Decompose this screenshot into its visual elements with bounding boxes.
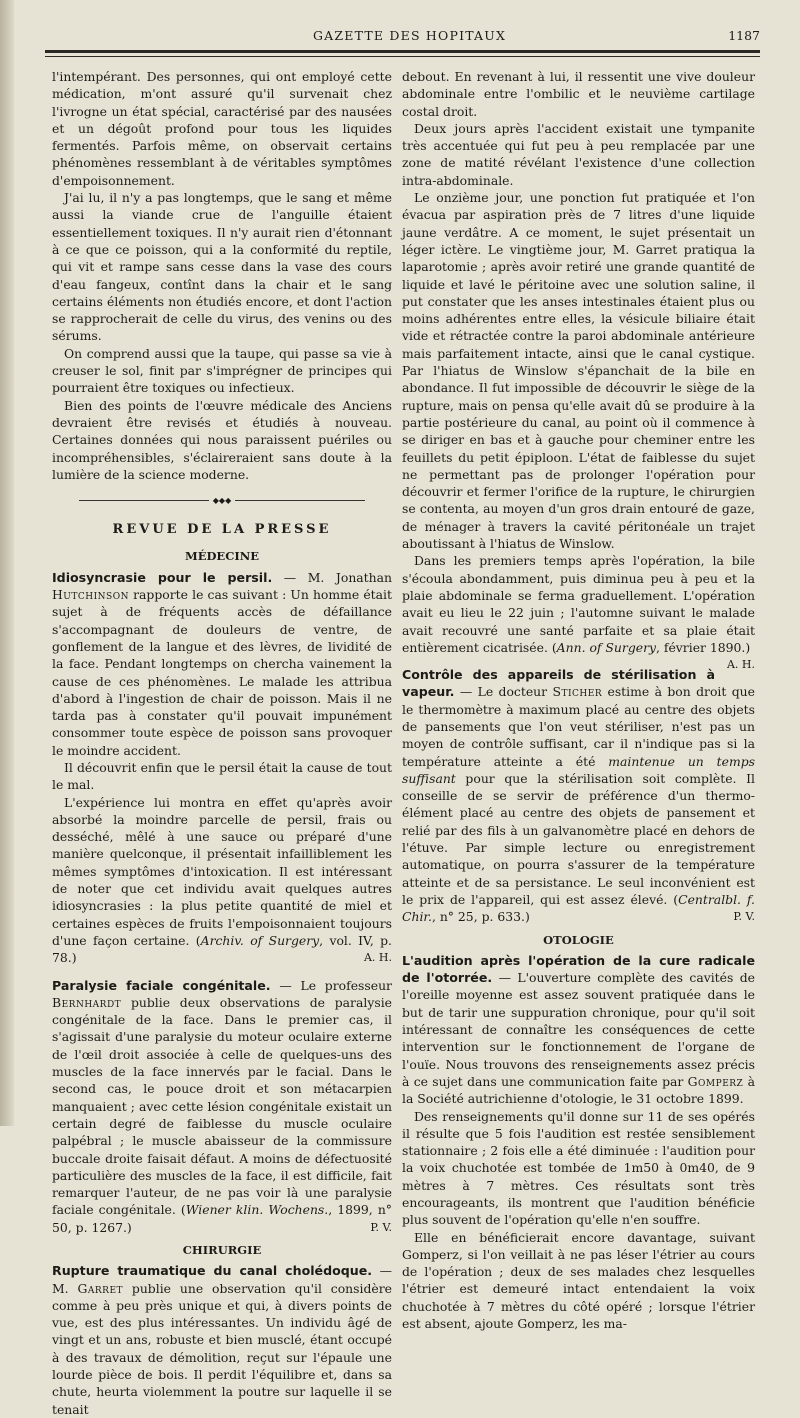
paragraph: Il découvrit enfin que le persil était la cause de tout le mal.: [52, 759, 392, 793]
separator-line: [235, 500, 365, 501]
header-rule-thick: [45, 50, 760, 53]
text: , vol. IV, p. 78.): [52, 932, 392, 966]
journal-title: GAZETTE DES HOPITAUX: [313, 28, 507, 43]
section-title: REVUE DE LA PRESSE: [112, 522, 332, 538]
citation: Wiener klin. Wochens.: [185, 1202, 329, 1218]
paragraph: Le onzième jour, une ponction fut pratiquée et l'on évacua par aspiration près de 7 litres d'une liquide jaune verdâtre. A ce moment, le sujet présentait un léger ictère. Le vingtième jour, M. Garret pratiqua la laparotomie ; après avoir retiré une grande quantité de liquide et lavé le péritoine avec une solution saline, il put constater que les anses intestinales étaient plus ou moins adhérentes entre elles, la vésicule biliaire était vide et rétractée contre la paroi abdominale antérieure mais parfaitement intacte, ainsi que le canal cystique. Par l'hiatus de Winslow s'épanchait de la bile en abondance. Il fut impossible de découvrir le siège de la rupture, mais on pensa qu'elle avait dû se produire à la partie postérieure du canal, au point où il commence à se diriger en bas et à gauche pour cheminer entre les feuillets du petit épiploon. L'état de faiblesse du sujet ne permettant pas de prolonger l'opération pour découvrir et fermer l'orifice de la rupture, le chirurgien se contenta, au moyen d'un gros drain entouré de gaze, de ménager à travers la cavité péritonéale un trajet aboutissant à l'hiatus de Winslow.: [402, 190, 755, 552]
citation: Archiv. of Surgery: [200, 932, 320, 948]
text: , n° 25, p. 633.): [431, 909, 530, 925]
text: , février 1890.): [656, 639, 751, 655]
signature: A. H.: [726, 658, 755, 672]
paragraph: [52, 794, 392, 967]
text: — Le professeur: [270, 977, 392, 993]
signature: A. H.: [363, 951, 392, 965]
spacer: [52, 967, 392, 977]
author-name: Bernhardt: [52, 994, 122, 1010]
rubric-medecine: MÉDECINE: [184, 549, 260, 564]
text: rapporte le cas suivant : Un homme était sujet à de fréquents accès de défaillance s'accompagnant de douleurs de ventre, de gonflement de la langue et des lèvres, de lividité de la face. Pendant longtemps on chercha vainement la cause de ces phénomènes. Le malade les attribua d'abord à l'ingestion de chair de poisson. Mais il ne tarda pas à constater qu'il pouvait impunément consommer toute espèce de poisson sans provoquer le moindre accident.: [52, 587, 392, 758]
page-number: 1187: [728, 28, 760, 43]
binding-gutter: [0, 0, 14, 1126]
separator-ornament: [52, 491, 392, 509]
page-header: [45, 28, 760, 46]
separator-line: [79, 500, 209, 501]
paragraph: l'intempérant. Des personnes, qui ont employé cette médication, m'ont assuré qu'il survenait chez l'ivrogne un état spécial, caractérisé par des nausées et un dégoût profond pour tous les liquides fermentés. Parfois même, on observait certains phénomènes ressemblant à de véritables symptômes d'empoisonnement.: [52, 69, 392, 188]
author-name: Garret: [77, 1280, 124, 1296]
article-idiosyncrasie: [52, 569, 392, 759]
right-column: [402, 68, 755, 1332]
text: , 1899, n° 50, p. 1267.): [52, 1202, 392, 1235]
paragraph: debout. En revenant à lui, il ressentit une vive douleur abdominale entre l'ombilic et le neuvième cartilage costal droit.: [402, 69, 755, 119]
text: — M.: [52, 1263, 392, 1296]
text: — M. Jonathan: [272, 569, 393, 585]
article-sterilisation: [402, 666, 755, 925]
article-title: L'audition après l'opération de la cure radicale de l'otorrée.: [402, 952, 755, 986]
article-title: Contrôle des appareils de stérilisation à vapeur.: [402, 667, 715, 700]
citation: Centralbl. f. Chir.: [402, 891, 755, 925]
article-paralysie: [52, 977, 392, 1236]
paragraph: [402, 552, 755, 672]
paragraph: Des renseignements qu'il donne sur 11 de ses opérés il résulte que 5 fois l'audition est restée sensiblement stationnaire ; 2 fois elle a été diminuée : l'audition pour la voix chuchotée est tombée de 1m50 à 0m40, de 9 mètres à 7 mètres. Ces résultats sont très encourageants, ils montrent que l'audition bénéficie plus souvent de l'opération qu'elle n'en souffre.: [402, 1108, 755, 1228]
article-audition: [402, 952, 755, 1108]
text: pour que la stérilisation soit complète. Il conseille de se servir de préférence d'un thermo-élément placé au centre des objets de pansement et relié par des fils à un galvanomètre placé en dehors de l'étuve. Par simple lecture ou enregistrement automatique, on pourra s'assurer de la température atteinte et de sa persistance. Le seul inconvénient est le prix de l'appareil, qui est assez élevé. (: [402, 770, 755, 907]
author-name: Gomperz: [687, 1073, 744, 1089]
text: estime à bon droit que le thermomètre à maximum placé au centre des objets de pansements que l'on veut stériliser, n'est pas un moyen de contrôle suffisant, car il n'indique pas si la température atteinte a été: [402, 684, 755, 769]
rubric-otologie: OTOLOGIE: [543, 932, 614, 947]
spacer: [402, 656, 755, 666]
text: L'expérience lui montra en effet qu'après avoir absorbé la moindre parcelle de persil, frais ou desséché, mêlé à une sauce ou préparé d'une manière quelconque, il présentait infailliblement les mêmes symptômes d'intoxication. Il est intéressant de noter que cet individu avait quelques autres idiosyncrasies : la plus petite quantité de miel et certaines espèces de fruits l'empoisonnaient toujours d'une façon certaine. (: [52, 794, 392, 948]
paragraph: J'ai lu, il n'y a pas longtemps, que le sang et même aussi la viande crue de l'anguille étaient essentiellement toxiques. Il n'y aurait rien d'étonnant à ce que ce poisson, qui a la conformité du reptile, qui vit et rampe sans cesse dans la vase des cours d'eau fangeux, contînt dans la chair et le sang certains éléments non étudiés encore, et dont l'action se rapprocherait de celle du virus, des venins ou des sérums.: [52, 190, 392, 344]
paragraph: Elle en bénéficierait encore davantage, suivant Gomperz, si l'on veillait à ne pas léser l'étrier au cours de l'opération ; deux de ses malades chez lesquelles l'étrier est demeuré intact entendaient la voix chuchotée à 7 mètres du côté opéré ; lorsque l'étrier est absent, ajoute Gomperz, les ma-: [402, 1229, 755, 1332]
signature: P. V.: [370, 1220, 392, 1234]
citation: Ann. of Surgery: [556, 639, 657, 655]
text: publie deux observations de paralysie congénitale de la face. Dans le premier cas, il s'agissait d'une paralysie du moteur oculaire externe de l'œil droit associée à celle de quelques-uns des muscles de la face innervés par le facial. Dans le second cas, le pouce droit et son métacarpien manquaient ; avec cette lésion congénitale existait un certain degré de faiblesse du muscle oculaire palpébral ; le muscle abaisseur de la commissure buccale droite faisait défaut. A moins de défectuosité particulière des muscles de la face, il est difficile, fait remarquer l'auteur, de ne pas voir là une paralysie faciale congénitale. (: [52, 994, 392, 1218]
paragraph: On comprend aussi que la taupe, qui passe sa vie à creuser le sol, finit par s'imprégner de principes qui pourraient être toxiques ou infectieux.: [52, 345, 392, 396]
article-rupture: [52, 1262, 392, 1418]
ornament-glyph: ◆◆◆: [212, 494, 232, 505]
paragraph: Deux jours après l'accident existait une tympanite très accentuée qui fut peu à peu remplacée par une zone de matité révélant l'existence d'une collection intra-abdominale.: [402, 120, 755, 188]
signature: P. V.: [733, 910, 755, 924]
text: — L'ouverture complète des cavités de l'oreille moyenne est assez souvent pratiquée dans le but de tarir une suppuration chronique, pour qu'il soit intéressant de connaître les conséquences de cette intervention sur le fonctionnement de l'organe de l'ouïe. Nous trouvons des renseignements assez précis à ce sujet dans une communication faite par: [402, 970, 755, 1089]
text: Dans les premiers temps après l'opération, la bile s'écoula abondamment, puis diminua peu à peu et la plaie abdominale se ferma graduellement. L'opération avait eu lieu le 22 juin ; l'automne suivant le malade avait recouvré une santé parfaite et sa plaie était entièrement cicatrisée. (: [402, 553, 755, 655]
header-rule-thin: [45, 56, 760, 57]
text: à la Société autrichienne d'otologie, le 31 octobre 1899.: [402, 1073, 755, 1107]
rubric-chirurgie: CHIRURGIE: [182, 1243, 262, 1257]
article-title: Paralysie faciale congénitale.: [52, 977, 271, 993]
article-title: Rupture traumatique du canal cholédoque.: [52, 1263, 373, 1279]
author-name: Sticher: [552, 684, 603, 700]
text: — Le docteur: [454, 684, 553, 700]
article-title: Idiosyncrasie pour le persil.: [52, 569, 273, 585]
left-column: [52, 68, 392, 1418]
paragraph: Bien des points de l'œuvre médicale des Anciens devraient être revisés et étudiés à nouveau. Certaines données qui nous paraissent puériles ou incompréhensibles, s'éclaireraient sans doute à la lumière de la science moderne.: [52, 397, 392, 482]
text: publie une observation qu'il considère comme à peu près unique et qui, à divers points de vue, est des plus intéressantes. Un individu âgé de vingt et un ans, robuste et bien musclé, étant occupé à des travaux de démolition, reçut sur l'épaule une lourde pièce de bois. Il perdit l'équilibre et, dans sa chute, heurta violemment la poutre sur laquelle il se tenait: [52, 1280, 392, 1417]
emphasis: maintenue un temps suffisant: [402, 753, 756, 786]
author-name: Hutchinson: [52, 587, 129, 603]
